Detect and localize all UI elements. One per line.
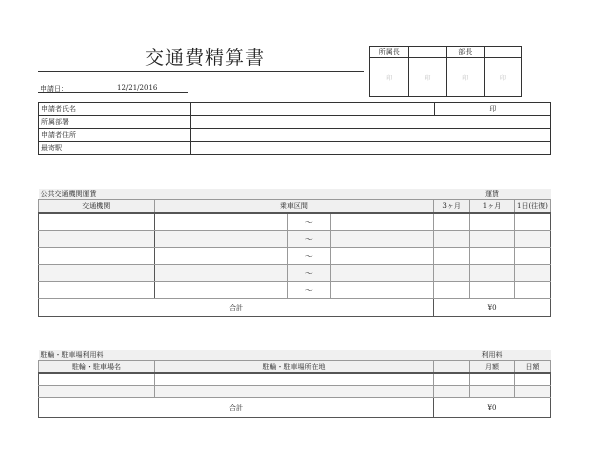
approval-header-blank-2	[484, 47, 521, 58]
route-separator: ～	[287, 248, 330, 265]
date-label: 申請日：	[40, 85, 68, 93]
stamp-placeholder: 印	[499, 74, 506, 82]
route-separator: ～	[287, 231, 330, 248]
approval-stamp-cell[interactable]	[446, 58, 484, 97]
transit-total-row	[39, 299, 551, 317]
col-route: 乗車区間	[154, 200, 434, 214]
col-daily: 日額	[515, 361, 551, 374]
table-row	[39, 282, 551, 299]
date-underline	[38, 92, 188, 93]
table-row	[39, 213, 551, 231]
route-separator: ～	[287, 282, 330, 299]
approval-header-blank-1	[409, 47, 446, 58]
table-row	[39, 373, 551, 386]
transit-total-label: 合計	[39, 299, 434, 317]
route-separator: ～	[287, 265, 330, 282]
col-parking-name: 駐輪・駐車場名	[39, 361, 155, 374]
approval-stamp-cell[interactable]	[484, 58, 521, 97]
approval-header-manager: 所属長	[370, 47, 409, 58]
col-round-trip: 1日(往復)	[514, 200, 550, 214]
parking-section-title: 駐輪・駐車場利用料	[39, 350, 434, 361]
applicant-address-field[interactable]	[190, 129, 551, 142]
parking-total-label: 合計	[39, 398, 434, 418]
applicant-name-label: 申請者氏名	[39, 103, 191, 116]
applicant-station-field[interactable]	[190, 142, 551, 155]
fare-group-header: 運賃	[434, 189, 551, 200]
applicant-info-table	[38, 102, 551, 155]
table-row	[39, 265, 551, 282]
table-row	[39, 386, 551, 398]
applicant-name-field[interactable]	[190, 103, 435, 116]
applicant-dept-field[interactable]	[190, 116, 551, 129]
transit-fare-table	[38, 189, 551, 317]
approval-stamp-cell[interactable]	[370, 58, 409, 97]
table-row	[39, 231, 551, 248]
stamp-placeholder: 印	[424, 74, 431, 82]
applicant-seal[interactable]: 印	[435, 103, 551, 116]
parking-fee-table	[38, 350, 551, 418]
fee-group-header: 利用料	[434, 350, 551, 361]
col-3-month: 3ヶ月	[434, 200, 470, 214]
col-monthly: 月額	[470, 361, 515, 374]
stamp-placeholder: 印	[386, 74, 393, 82]
route-separator: ～	[287, 213, 330, 231]
parking-total-value: ¥0	[434, 398, 551, 418]
col-transport-mode: 交通機関	[39, 200, 155, 214]
applicant-address-label: 申請者住所	[39, 129, 191, 142]
title-underline	[38, 71, 364, 72]
transit-section-title: 公共交通機関運賃	[39, 189, 434, 200]
approval-header-director: 部長	[446, 47, 484, 58]
form-title: 交通費精算書	[145, 47, 266, 69]
transit-total-value: ¥0	[434, 299, 551, 317]
col-1-month: 1ヶ月	[470, 200, 515, 214]
stamp-placeholder: 印	[462, 74, 469, 82]
date-value[interactable]: 12/21/2016	[117, 84, 158, 92]
parking-total-row	[39, 398, 551, 418]
approval-stamp-cell[interactable]	[409, 58, 446, 97]
applicant-station-label: 最寄駅	[39, 142, 191, 155]
applicant-dept-label: 所属部署	[39, 116, 191, 129]
approval-stamp-table	[369, 46, 522, 97]
col-parking-location: 駐輪・駐車場所在地	[155, 361, 434, 374]
table-row	[39, 248, 551, 265]
